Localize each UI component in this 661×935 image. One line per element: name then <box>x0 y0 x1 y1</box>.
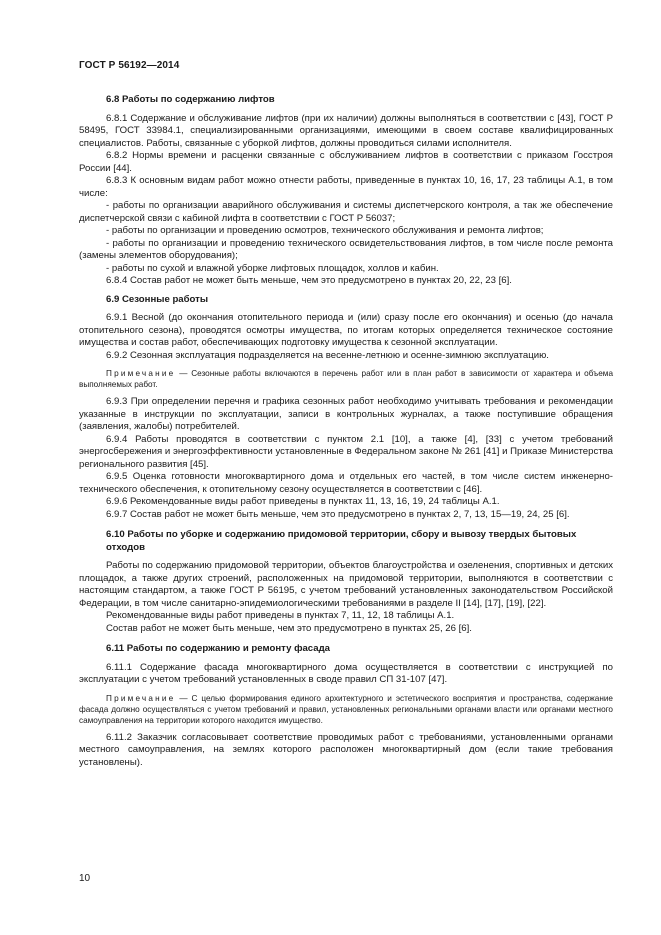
list-item: - работы по сухой и влажной уборке лифтовых площадок, холлов и кабин. <box>106 262 439 274</box>
section-heading-6-9: 6.9 Сезонные работы <box>106 293 209 305</box>
section-heading-6-10: 6.10 Работы по уборке и содержанию придомовой территории, сбору и вывозу твердых бытовых отходов <box>106 529 577 553</box>
paragraph: 6.8.2 Нормы времени и расценки связанные с обслуживанием лифтов в соответствии с приказом Госстроя России [44]. <box>79 150 613 174</box>
paragraph: 6.9.3 При определении перечня и графика сезонных работ необходимо учитывать требования и рекомендации указанные в инструкции по эксплуатации, записи в контрольных журналах, а также поступившие обращения (заявления, жалобы) потребителей. <box>79 396 613 432</box>
paragraph: 6.9.7 Состав работ не может быть меньше, чем это предусмотрено в пунктах 2, 7, 13, 15—19, 24, 25 [6]. <box>106 508 570 520</box>
note-text: — С целью формирования единого архитектурного и эстетического восприятия и пространства, содержание фасада должно осуществляться с учетом требований и правил, установленных региональными органами власти или органами местного самоуправления на территории которого находится имущество. <box>79 693 613 725</box>
section-heading-6-11: 6.11 Работы по содержанию и ремонту фасада <box>106 643 331 654</box>
paragraph: 6.8.3 К основным видам работ можно отнести работы, приведенные в пунктах 10, 16, 17, 23 таблицы А.1, в том числе: <box>79 175 613 199</box>
note-label: Примечание <box>106 693 176 703</box>
list-item: - работы по организации аварийного обслуживания и системы диспетчерского контроля, а так же обеспечение диспетчерской связи с кабиной лифта в соответствии с ГОСТ Р 56037; <box>79 200 613 224</box>
note <box>79 693 613 726</box>
paragraph: 6.9.1 Весной (до окончания отопительного периода и (или) сразу после его окончания) и осенью (до начала отопительного сезона), проводятся осмотры имущества, по итогам которых определяется техническое состояние имущества и состав работ, обеспечивающих подготовку имущества к сезонной эксплуатации. <box>79 312 613 348</box>
note-text: — Сезонные работы включаются в перечень работ или в план работ в зависимости от характера и объема выполняемых работ. <box>79 369 613 389</box>
paragraph: 6.11.1 Содержание фасада многоквартирного дома осуществляется в соответствии с инструкцией по эксплуатации с учетом требований установленных в своде правил СП 31-107 [47]. <box>79 661 613 685</box>
paragraph: 6.9.4 Работы проводятся в соответствии с пунктом 2.1 [10], а также [4], [33] с учетом требований энергосбережения и энергоэффективности установленные в Федеральном законе № 261 [41] и Приказе Министерства регионального развития [45]. <box>79 433 613 470</box>
list-item: - работы по организации и проведению осмотров, технического обслуживания и ремонта лифтов; <box>106 225 544 236</box>
paragraph: Работы по содержанию придомовой территории, объектов благоустройства и озеленения, спортивных и детских площадок, а также других строений, расположенных на придомовой территории, выполняются в соответствии с настоящим стандартом, а также ГОСТ Р 56195, с учетом требований установленных законодательством Российской Федерации, в том числе санитарно-эпидемиологическими требованиями в разделе II [14], [17], [19], [22]. <box>79 560 613 609</box>
document-body <box>79 94 613 769</box>
paragraph: 6.9.5 Оценка готовности многоквартирного дома и отдельных его частей, в том числе систем инженерно-технического обеспечения, к отопительному сезону осуществляется в соответствии с [46]. <box>79 471 613 495</box>
paragraph: 6.11.2 Заказчик согласовывает соответствие проводимых работ с требованиями, установленными органами местного самоуправления, на землях которого расположен многоквартирный дом (если такие требования установлены). <box>79 731 613 768</box>
page-number: 10 <box>79 873 91 884</box>
section-heading-6-8: 6.8 Работы по содержанию лифтов <box>106 94 275 105</box>
note-label: Примечание <box>106 369 176 378</box>
paragraph: 6.8.4 Состав работ не может быть меньше, чем это предусмотрено в пунктах 20, 22, 23 [6]. <box>106 275 512 286</box>
paragraph: Рекомендованные виды работ приведены в пунктах 7, 11, 12, 18 таблицы А.1. <box>106 610 455 621</box>
paragraph: 6.8.1 Содержание и обслуживание лифтов (при их наличии) должны выполняться в соответствии с [43], ГОСТ Р 58495, ГОСТ 33984.1, специализированными организациями, имеющими в своем составе квалифицированных специалистов. Работы, связанные с уборкой лифтов, должны проводиться силами исполнителя. <box>79 112 613 149</box>
paragraph: Состав работ не может быть меньше, чем это предусмотрено в пунктах 25, 26 [6]. <box>106 622 472 634</box>
note <box>79 368 613 390</box>
list-item: - работы по организации и проведению технического освидетельствования лифтов, в том числе после ремонта (замены элементов оборудования); <box>79 237 613 261</box>
document-header: ГОСТ Р 56192—2014 <box>79 60 180 71</box>
paragraph: 6.9.6 Рекомендованные виды работ приведены в пунктах 11, 13, 16, 19, 24 таблицы А.1. <box>106 496 500 507</box>
paragraph: 6.9.2 Сезонная эксплуатация подразделяется на весенне-летнюю и осенне-зимнюю эксплуатацию. <box>106 349 549 361</box>
